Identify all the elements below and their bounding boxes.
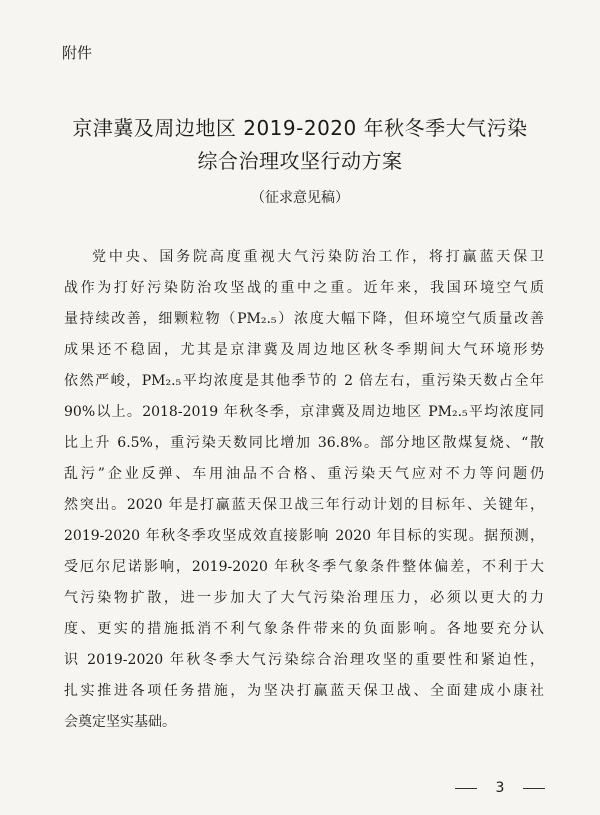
title-line-1: 京津冀及周边地区 2019-2020 年秋冬季大气污染 [72,116,528,140]
body-line: 乱污”企业反弹、车用油品不合格、重污染天气应对不力等问题仍 [64,466,544,482]
page-number [455,780,545,796]
body-paragraph [64,242,544,738]
body-line: 90%以上。2018-2019 年秋冬季，京津冀及周边地区 PM₂.₅平均浓度同 [64,404,544,420]
attachment-label: 附件 [62,44,93,62]
page-number-value: 3 [495,780,505,796]
body-line: 受厄尔尼诺影响，2019-2020 年秋冬季气象条件整体偏差，不利于大 [64,559,544,575]
title-line-2: 综合治理攻坚行动方案 [197,149,403,173]
body-line: 然突出。2020 年是打赢蓝天保卫战三年行动计划的目标年、关键年， [64,497,544,513]
page-number-dash-right [523,788,545,789]
body-line: 度、更实的措施抵消不利气象条件带来的负面影响。各地要充分认 [64,621,544,637]
body-line: 依然严峻，PM₂.₅平均浓度是其他季节的 2 倍左右，重污染天数占全年 [64,373,544,389]
body-line: 成果还不稳固，尤其是京津冀及周边地区秋冬季期间大气环境形势 [64,342,544,358]
draft-note: （征求意见稿） [251,190,349,206]
body-line: 识 2019-2020 年秋冬季大气污染综合治理攻坚的重要性和紧迫性， [64,652,544,668]
body-line: 量持续改善，细颗粒物（PM₂.₅）浓度大幅下降，但环境空气质量改善 [64,311,544,327]
body-line: 战作为打好污染防治攻坚战的重中之重。近年来，我国环境空气质 [64,280,544,296]
page-number-dash-left [455,788,477,789]
body-line: 会奠定坚实基础。 [64,714,176,730]
body-line: 扎实推进各项任务措施，为坚决打赢蓝天保卫战、全面建成小康社 [64,683,544,699]
body-line: 比上升 6.5%，重污染天数同比增加 36.8%。部分地区散煤复烧、“散 [64,435,544,451]
body-line: 2019-2020 年秋冬季攻坚成效直接影响 2020 年目标的实现。据预测， [64,528,544,544]
body-line: 气污染物扩散，进一步加大了大气污染治理压力，必须以更大的力 [64,590,544,606]
body-line: 党中央、国务院高度重视大气污染防治工作，将打赢蓝天保卫 [92,249,544,265]
